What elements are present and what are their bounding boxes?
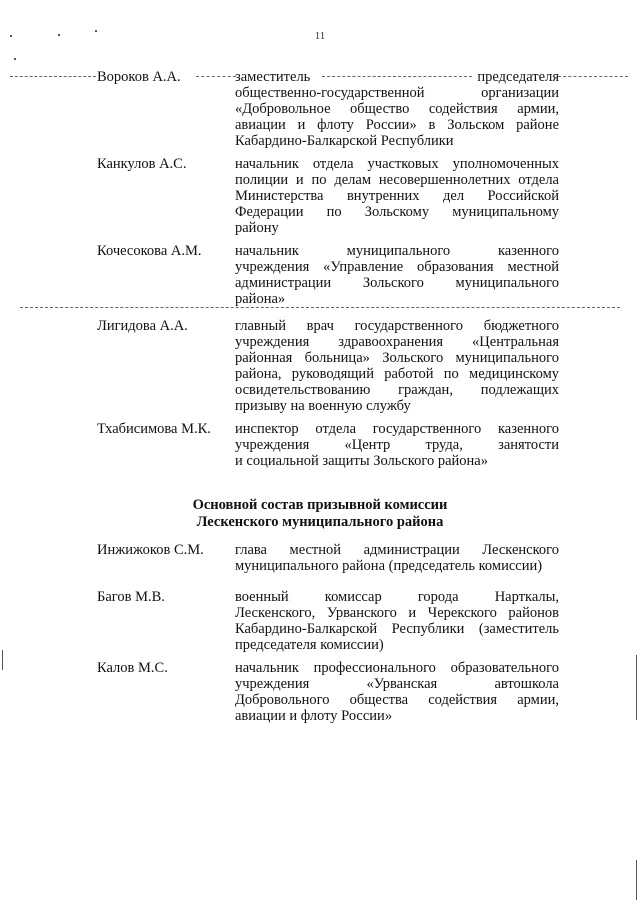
member-role (235, 542, 559, 574)
member-role (235, 69, 559, 149)
member-role-line: муниципального района (председатель комиссии) (235, 558, 543, 574)
member-role (235, 318, 559, 414)
member-entry (97, 156, 559, 236)
section-heading-line: Основной состав призывной комиссии (192, 497, 448, 513)
member-role-line: «Добровольное общество содействия армии, (235, 101, 559, 117)
member-entry (97, 660, 559, 724)
member-entry (97, 69, 559, 149)
member-entry (97, 421, 559, 469)
scan-artifact (14, 58, 16, 60)
member-role (235, 660, 559, 724)
member-role-line: военный комиссар города Нарткалы, (235, 589, 559, 605)
member-role-line: учреждения «Управление образования местной (235, 259, 559, 275)
member-role-line: Добровольного общества содействия армии, (235, 692, 559, 708)
member-role-line: авиации и флоту России» (235, 708, 393, 724)
member-role (235, 243, 559, 307)
member-name: Инжижоков С.М. (97, 542, 204, 558)
member-role-line: учреждения здравоохранения «Центральная (235, 334, 559, 350)
member-name: Кочесокова А.М. (97, 243, 202, 259)
member-role (235, 589, 559, 653)
member-entry (97, 243, 559, 307)
member-role-line: Федерации по Зольскому муниципальному (235, 204, 559, 220)
scan-edge-mark (636, 655, 637, 720)
member-role-line: района» (235, 291, 286, 307)
member-role-line: инспектор отдела государственного казенного (235, 421, 559, 437)
member-role-line: призыву на военную службу (235, 398, 411, 414)
scan-artifact-line (558, 76, 628, 77)
member-role-line: общественно-государственной организации (235, 85, 559, 101)
member-role-line: начальник профессионального образовательного (235, 660, 559, 676)
member-name: Лигидова А.А. (97, 318, 188, 334)
scan-artifact-line (10, 76, 96, 77)
scan-edge-mark (2, 650, 3, 670)
member-role-line: глава местной администрации Лескенского (235, 542, 559, 558)
member-role (235, 421, 559, 469)
section-heading (0, 497, 640, 531)
member-role-line: главный врач государственного бюджетного (235, 318, 559, 334)
scan-edge-mark (636, 860, 637, 900)
member-entry (97, 589, 559, 653)
member-role-line: председателя комиссии) (235, 637, 384, 653)
member-role-line: начальник муниципального казенного (235, 243, 559, 259)
member-name: Калов М.С. (97, 660, 168, 676)
member-role-line: полиции и по делам несовершеннолетних отдела (235, 172, 559, 188)
member-role-line: Министерства внутренних дел Российской (235, 188, 559, 204)
member-role-line: району (235, 220, 279, 236)
member-role-line: Кабардино-Балкарской Республики (235, 133, 454, 149)
section-heading-line: Лескенского муниципального района (196, 514, 444, 530)
member-role-line: и социальной защиты Зольского района» (235, 453, 488, 469)
member-role-line: учреждения «Урванская автошкола (235, 676, 559, 692)
member-role-line: освидетельствованию граждан, подлежащих (235, 382, 559, 398)
member-role-line: авиации и флоту России» в Зольском районе (235, 117, 559, 133)
member-name: Вороков А.А. (97, 69, 181, 85)
member-role-line: администрации Зольского муниципального (235, 275, 559, 291)
scan-artifact-line (20, 307, 620, 308)
member-role (235, 156, 559, 236)
member-name: Багов М.В. (97, 589, 165, 605)
member-role-line: Лескенского, Урванского и Черекского районов (235, 605, 559, 621)
member-name: Тхабисимова М.К. (97, 421, 211, 437)
member-entry (97, 318, 559, 414)
member-name: Канкулов А.С. (97, 156, 187, 172)
member-role-line: начальник отдела участковых уполномоченных (235, 156, 559, 172)
member-role-line: Кабардино-Балкарской Республики (заместитель (235, 621, 559, 637)
member-role-line: района, руководящий работой по медицинскому (235, 366, 559, 382)
member-entry (97, 542, 559, 574)
member-role-line: заместитель председателя (235, 69, 559, 85)
page-number: 11 (314, 30, 326, 42)
member-role-line: учреждения «Центр труда, занятости (235, 437, 559, 453)
member-role-line: районная больница» Зольского муниципального (235, 350, 559, 366)
